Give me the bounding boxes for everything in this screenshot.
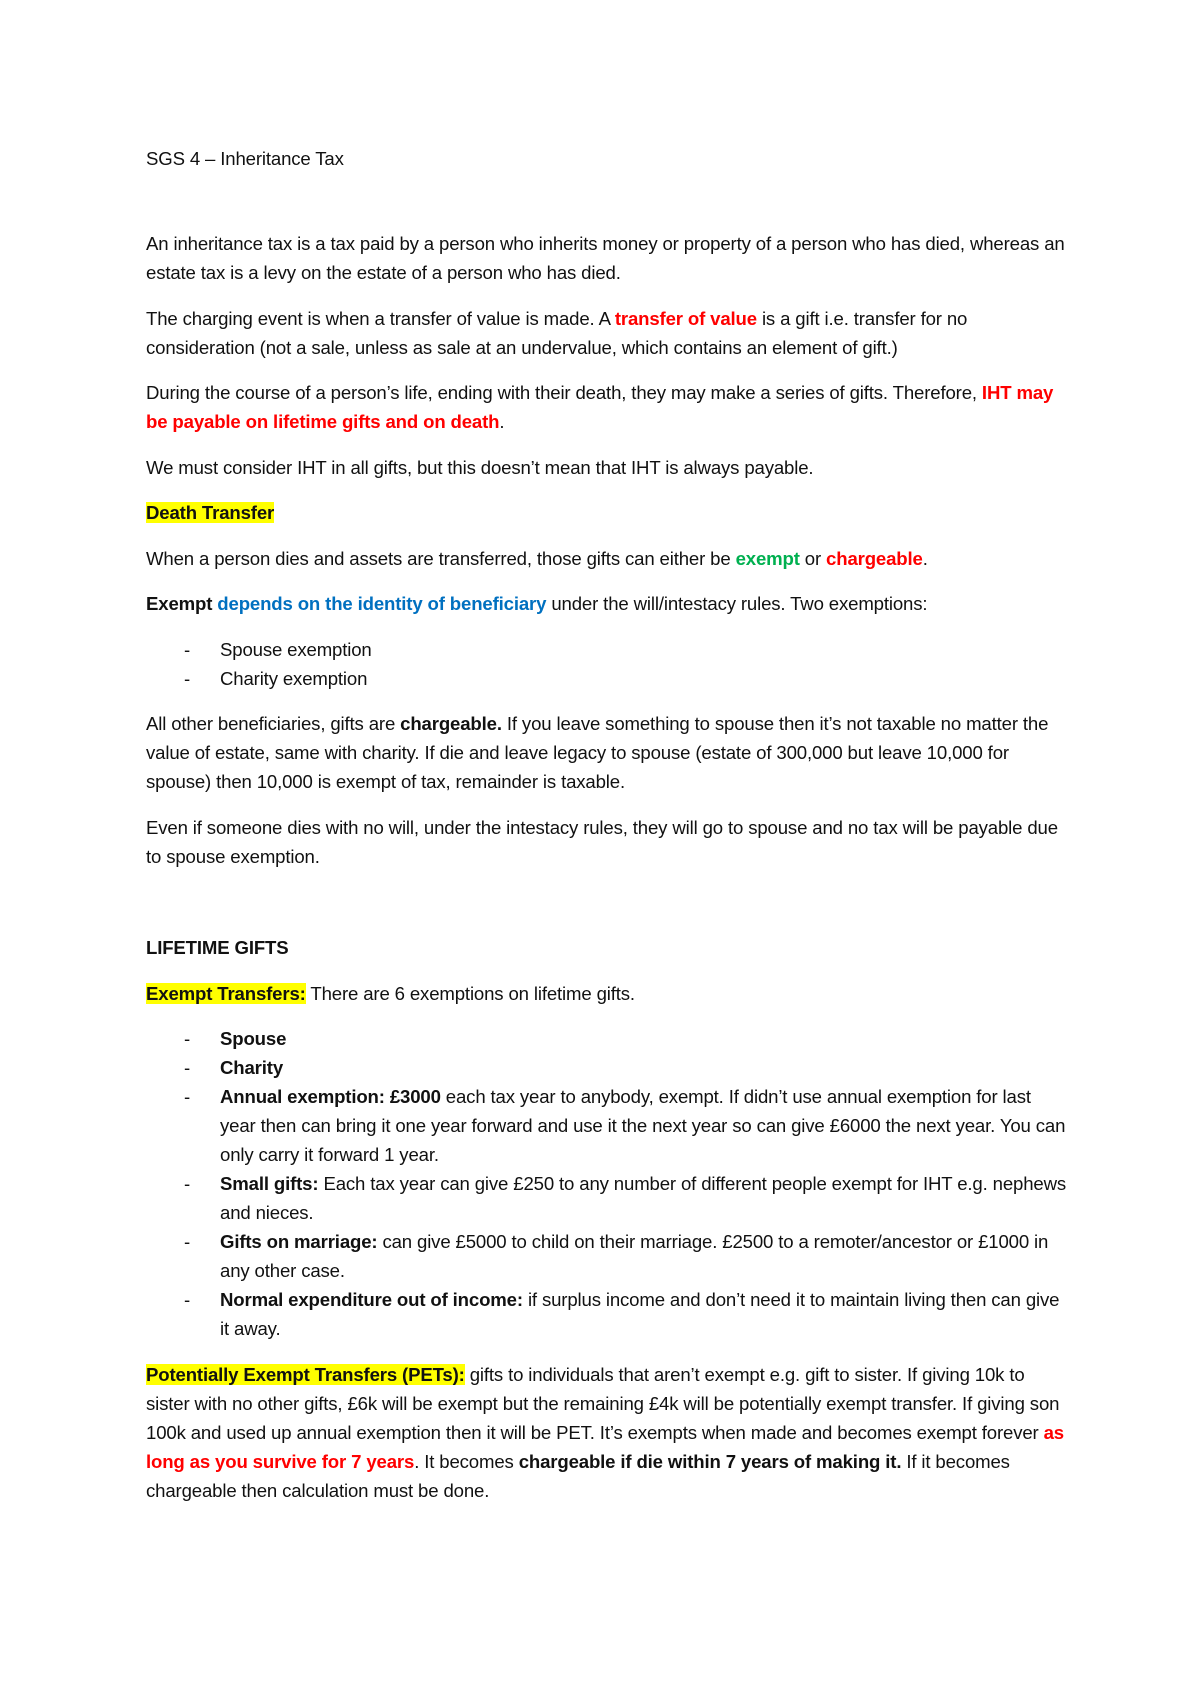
lifetime-exemptions-list	[146, 1024, 1066, 1343]
paragraph-consider-iht: We must consider IHT in all gifts, but this doesn’t mean that IHT is always payable.	[146, 456, 814, 478]
text-run: .	[922, 547, 928, 569]
list-item	[146, 1227, 1066, 1285]
text-run: There are 6 exemptions on lifetime gifts.	[305, 982, 635, 1004]
emphasis-iht-payable: IHT may be payable on lifetime gifts and on death	[146, 382, 1054, 432]
text-run: When a person dies and assets are transferred, those gifts can either be	[146, 547, 736, 569]
document-title: SGS 4 – Inheritance Tax	[146, 148, 344, 169]
text-run: is a gift i.e. transfer for no consideration (not a sale, unless as sale at an undervalue, which contains an element of gift.)	[146, 307, 968, 358]
list-item	[146, 1024, 1066, 1053]
list-item: - Charity exemption	[146, 664, 1066, 693]
vertical-spacer	[146, 887, 1066, 933]
list-item-bold: Spouse	[220, 1028, 287, 1049]
emphasis-survive-7-years: as long as you survive for 7 years	[146, 1421, 1064, 1472]
list-item-text: if surplus income and don’t need it to maintain living then can give it away.	[220, 1289, 1060, 1339]
heading-lifetime-gifts: LIFETIME GIFTS	[146, 937, 289, 958]
paragraph-exempt-identity	[146, 589, 1066, 618]
list-item-bold: Normal expenditure out of income:	[220, 1289, 523, 1310]
list-item-bold: Annual exemption: £3000	[220, 1086, 441, 1107]
text-run: .	[499, 411, 505, 432]
text-run: If you leave something to spouse then it’s not taxable no matter the value of estate, same with charity. If die and leave legacy to spouse (estate of 300,000 but leave 10,000 for spouse) then 10,000 is exempt of tax, remainder is taxable.	[146, 713, 1049, 792]
paragraph-definition: An inheritance tax is a tax paid by a person who inherits money or property of a person who has died, whereas an estate tax is a levy on the estate of a person who has died.	[146, 233, 1065, 283]
bold-exempt: Exempt	[146, 593, 218, 614]
emphasis-transfer-of-value: transfer of value	[614, 307, 757, 329]
paragraph-pets	[146, 1360, 1066, 1505]
list-item	[146, 1053, 1066, 1082]
emphasis-chargeable: chargeable	[826, 547, 923, 569]
highlighted-label-exempt-transfers: Exempt Transfers:	[146, 982, 306, 1004]
paragraph-charging-event	[146, 304, 1066, 362]
list-item-text: each tax year to anybody, exempt. If didn’t use annual exemption for last year then can bring it one year forward and use it the next year so can give £6000 the next year. You can only carry it forward 1 year.	[220, 1086, 1066, 1165]
death-exemptions-list	[146, 635, 1066, 693]
paragraph-other-beneficiaries	[146, 709, 1066, 796]
paragraph-series-of-gifts	[146, 378, 1066, 436]
list-item-bold: Charity	[220, 1057, 284, 1078]
list-item	[146, 1082, 1066, 1169]
list-item	[146, 1169, 1066, 1227]
heading-death-transfer	[146, 498, 1066, 527]
emphasis-identity-beneficiary: depends on the identity of beneficiary	[217, 593, 547, 614]
bold-chargeable-within-7-years: chargeable if die within 7 years of making it.	[518, 1450, 902, 1472]
list-item-text: Each tax year can give £250 to any number of different people exempt for IHT e.g. nephews and nieces.	[220, 1173, 1067, 1223]
emphasis-exempt: exempt	[735, 547, 800, 569]
list-item-bold: Gifts on marriage:	[220, 1231, 378, 1252]
text-run: gifts to individuals that aren’t exempt e.g. gift to sister. If giving 10k to sister with no other gifts, £6k will be exempt but the remaining £4k will be potentially exempt transfer. If giving son 100k and used up annual exemption then it will be PET. It’s exempts when made and becomes exempt forever	[146, 1363, 1060, 1443]
text-run: . It becomes	[414, 1450, 519, 1472]
highlighted-label-pets: Potentially Exempt Transfers (PETs):	[146, 1363, 465, 1385]
text-run: or	[799, 547, 827, 569]
list-item-bold: Small gifts:	[220, 1173, 319, 1194]
highlighted-heading: Death Transfer	[146, 502, 275, 523]
list-item-text: can give £5000 to child on their marriage. £2500 to a remoter/ancestor or £1000 in any other case.	[220, 1231, 1049, 1281]
text-run: The charging event is when a transfer of value is made. A	[146, 307, 615, 329]
document-body	[146, 144, 1066, 1505]
bold-chargeable: chargeable.	[400, 713, 502, 734]
text-run: If it becomes chargeable then calculation must be done.	[146, 1450, 1010, 1501]
text-run: During the course of a person’s life, ending with their death, they may make a series of gifts. Therefore,	[146, 382, 982, 403]
list-item	[146, 1285, 1066, 1343]
paragraph-intestacy: Even if someone dies with no will, under the intestacy rules, they will go to spouse and no tax will be payable due to spouse exemption.	[146, 816, 1058, 867]
list-item: - Spouse exemption	[146, 635, 1066, 664]
text-run: All other beneficiaries, gifts are	[146, 713, 401, 734]
paragraph-exempt-or-chargeable	[146, 544, 1066, 573]
text-run: under the will/intestacy rules. Two exemptions:	[546, 593, 928, 614]
paragraph-exempt-transfers	[146, 979, 1066, 1008]
